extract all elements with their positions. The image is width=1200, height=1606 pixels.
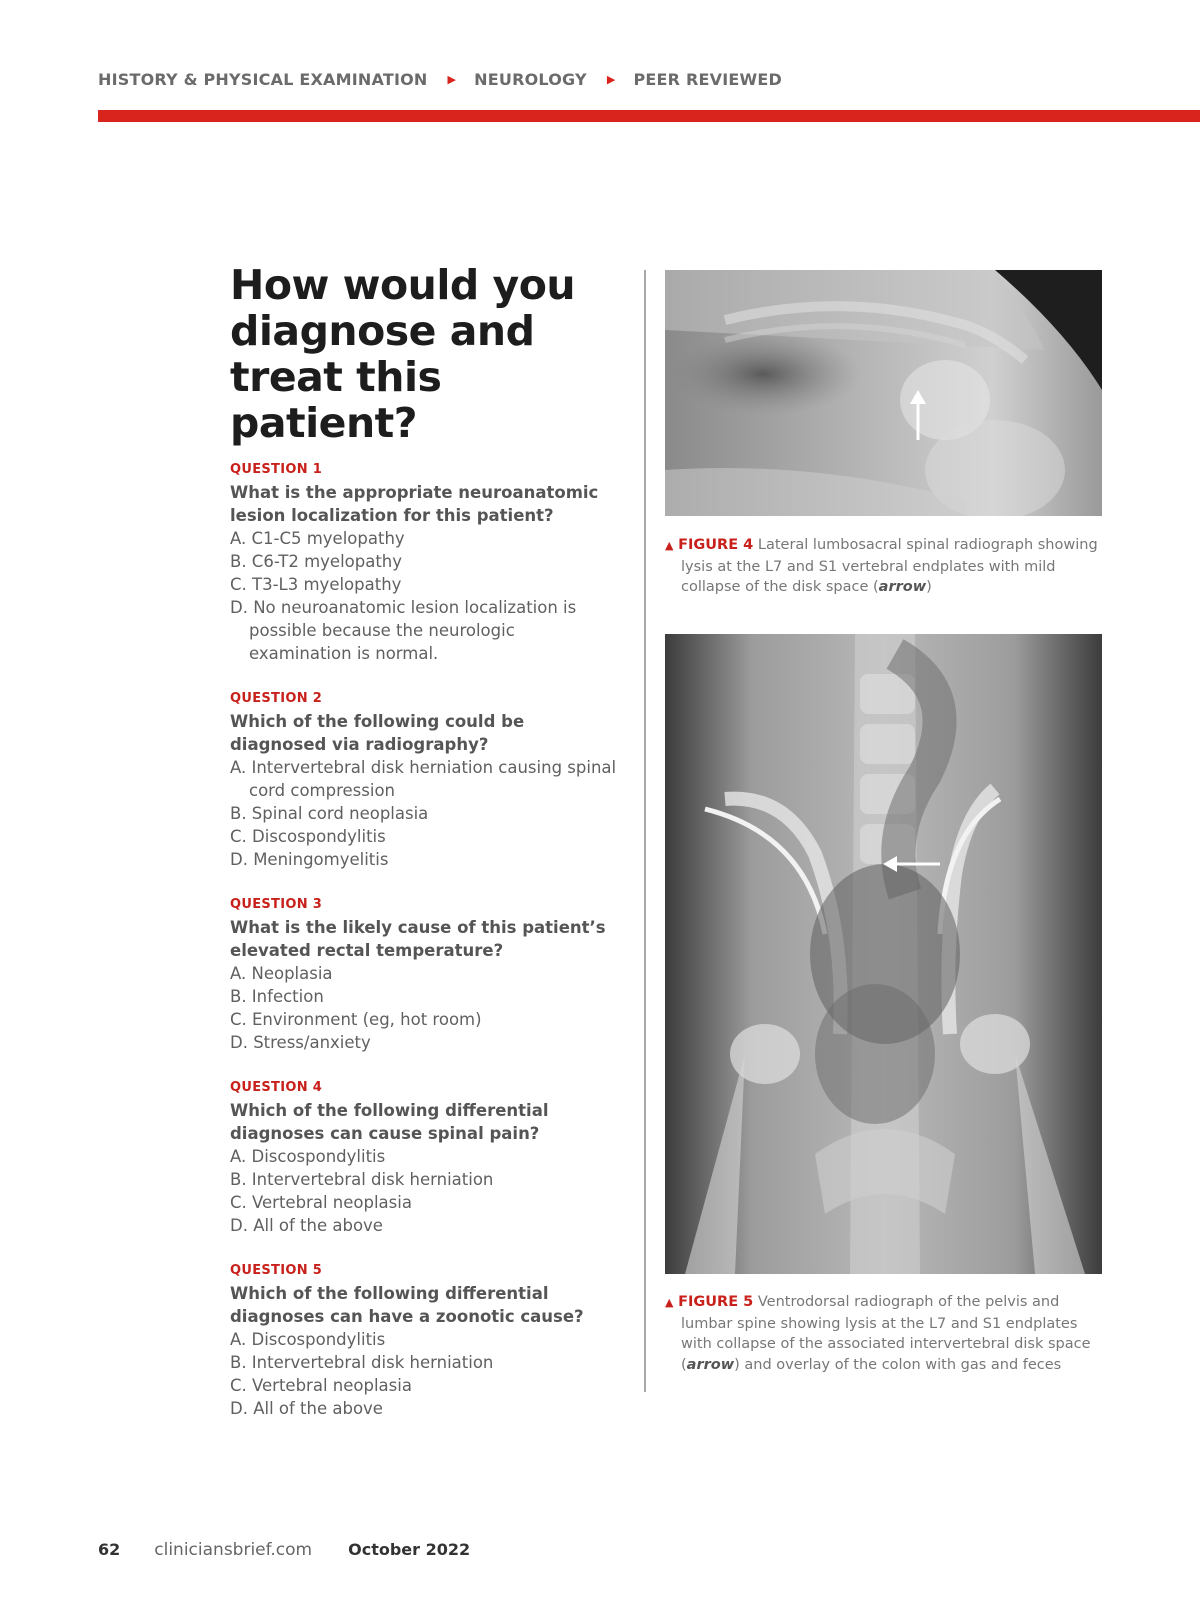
caption-text: Ventrodorsal radiograph of the pelvis and lumbar spine showing lysis at the L7 and S1 endplates with collapse of the associated intervertebral disk space ( (681, 1294, 1091, 1373)
answer-option: B. Intervertebral disk herniation (230, 1170, 494, 1189)
quiz-column (230, 262, 620, 1446)
answer-option: D. Meningomyelitis (230, 850, 389, 869)
question-label: QUESTION 4 (230, 1080, 323, 1095)
breadcrumb (98, 70, 782, 89)
answer-option: B. Intervertebral disk herniation (230, 1353, 494, 1372)
header-divider-bar (98, 110, 1200, 122)
answer-option: C. Vertebral neoplasia (230, 1376, 412, 1395)
page-number: 62 (98, 1540, 121, 1559)
figure-4-radiograph (665, 270, 1102, 516)
answer-option: A. Intervertebral disk herniation causing spinal cord compression (230, 758, 617, 800)
answer-option: D. No neuroanatomic lesion localization is possible because the neurologic examination is normal. (230, 598, 577, 663)
caption-emphasis: arrow (686, 1356, 735, 1373)
question-text: Which of the following could be diagnosed via radiography? (230, 712, 525, 754)
question-block (230, 691, 620, 871)
answer-option: C. T3-L3 myelopathy (230, 575, 402, 594)
question-block (230, 462, 620, 665)
question-label: QUESTION 5 (230, 1263, 323, 1278)
answer-option: A. C1-C5 myelopathy (230, 529, 405, 548)
answer-option: A. Discospondylitis (230, 1147, 386, 1166)
figure-label: FIGURE 4 (678, 537, 754, 553)
answer-option: C. Discospondylitis (230, 827, 386, 846)
lateral-radiograph-image (665, 270, 1102, 516)
answer-option: D. All of the above (230, 1399, 383, 1418)
answer-option: C. Vertebral neoplasia (230, 1193, 412, 1212)
website-url: cliniciansbrief.com (154, 1540, 313, 1560)
question-label: QUESTION 3 (230, 897, 323, 912)
caption-text: Lateral lumbosacral spinal radiograph showing lysis at the L7 and S1 vertebral endplates with mild collapse of the disk space ( (681, 537, 1098, 595)
question-text: Which of the following differential diagnoses can have a zoonotic cause? (230, 1284, 584, 1326)
answer-option: D. All of the above (230, 1216, 383, 1235)
breadcrumb-item-history: HISTORY & PHYSICAL EXAMINATION (98, 70, 428, 89)
triangle-up-icon: ▲ (665, 539, 674, 552)
caption-emphasis: arrow (878, 579, 927, 595)
question-label: QUESTION 1 (230, 462, 323, 477)
answer-option: A. Discospondylitis (230, 1330, 386, 1349)
answer-option: B. C6-T2 myelopathy (230, 552, 403, 571)
ventrodorsal-radiograph-image (665, 634, 1102, 1274)
triangle-up-icon: ▲ (665, 1296, 674, 1309)
issue-date: October 2022 (348, 1540, 471, 1559)
column-divider (644, 270, 646, 1392)
question-text: What is the likely cause of this patient’s elevated rectal temperature? (230, 918, 606, 960)
question-label: QUESTION 2 (230, 691, 323, 706)
caption-text: ) (926, 579, 932, 595)
figure-5-caption (665, 1292, 1105, 1375)
answer-option: D. Stress/anxiety (230, 1033, 371, 1052)
question-text: What is the appropriate neuroanatomic lesion localization for this patient? (230, 483, 599, 525)
question-block (230, 1080, 620, 1237)
page-title: How would you diagnose and treat this patient? (230, 261, 576, 447)
breadcrumb-item-neurology: NEUROLOGY (474, 70, 587, 89)
answer-option: A. Neoplasia (230, 964, 333, 983)
question-block (230, 1263, 620, 1420)
answer-option: C. Environment (eg, hot room) (230, 1010, 482, 1029)
breadcrumb-item-peer-reviewed: PEER REVIEWED (633, 70, 782, 89)
question-text: Which of the following differential diagnoses can cause spinal pain? (230, 1101, 549, 1143)
caption-text: ) and overlay of the colon with gas and feces (734, 1356, 1062, 1373)
answer-option: B. Infection (230, 987, 324, 1006)
figure-label: FIGURE 5 (678, 1294, 754, 1310)
figure-4-caption (665, 535, 1105, 598)
figure-5-radiograph (665, 634, 1102, 1274)
page-footer (98, 1540, 470, 1560)
triangle-right-icon: ▶ (447, 73, 457, 86)
answer-option: B. Spinal cord neoplasia (230, 804, 429, 823)
triangle-right-icon: ▶ (606, 73, 616, 86)
question-block (230, 897, 620, 1054)
